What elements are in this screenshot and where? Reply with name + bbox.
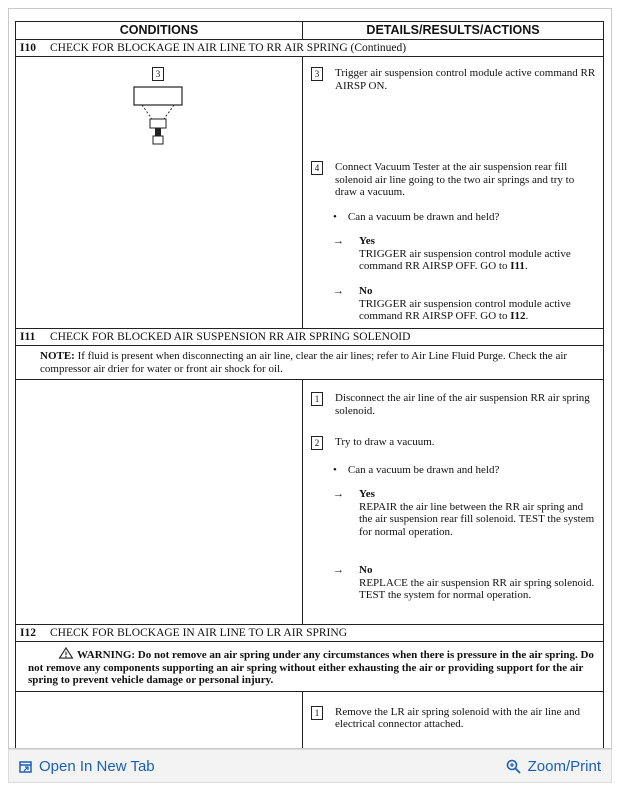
section-code: I11 — [20, 331, 36, 343]
step-text: Trigger air suspension control module active command RR AIRSP ON. — [335, 67, 596, 92]
section-i11-title — [16, 329, 603, 346]
no-label: No — [359, 285, 373, 297]
section-i12-title — [16, 625, 603, 642]
module-illustration — [128, 67, 188, 149]
diagnostic-table — [15, 21, 604, 749]
warning-text: WARNING: Do not remove an air spring under any circumstances when there is pressure in the air spring. Do not remove any components supporting an air spring without either exhausting the air or providing support for the air spring to prevent vehicle damage or personal injury. — [28, 649, 594, 686]
question: • Can a vacuum be drawn and held? — [333, 211, 500, 223]
yes-label: Yes — [359, 235, 375, 247]
step-number: 4 — [311, 161, 323, 175]
step-number: 1 — [311, 392, 323, 406]
yes-text: REPAIR the air line between the RR air spring and the air suspension rear fill solenoid. TEST the system for normal operation. — [359, 500, 595, 538]
step-1 — [311, 706, 597, 731]
illustration-step-number: 3 — [152, 67, 164, 81]
section-i11-row — [16, 380, 603, 625]
goto-link[interactable]: I11 — [510, 260, 525, 272]
note-label: NOTE: — [40, 350, 75, 362]
arrow-icon: → — [333, 285, 344, 297]
conditions-cell — [16, 692, 303, 750]
viewer-footer — [8, 749, 612, 783]
question: • Can a vacuum be drawn and held? — [333, 464, 500, 476]
arrow-icon: → — [333, 488, 344, 500]
arrow-icon: → — [333, 564, 344, 576]
section-code: I12 — [20, 627, 36, 639]
note-box — [16, 346, 603, 380]
table-header — [16, 22, 603, 40]
arrow-icon: → — [333, 235, 344, 247]
warning-triangle-icon — [58, 647, 74, 659]
conditions-cell — [16, 57, 303, 328]
section-code: I10 — [20, 42, 36, 54]
details-cell — [303, 57, 603, 328]
step-text: Connect Vacuum Tester at the air suspension rear fill solenoid air line going to the two air springs and try to draw a vacuum. — [335, 161, 575, 198]
section-title: CHECK FOR BLOCKAGE IN AIR LINE TO RR AIR SPRING (Continued) — [50, 42, 407, 54]
conditions-header: CONDITIONS — [16, 22, 303, 39]
step-text: Remove the LR air spring solenoid with the air line and electrical connector attached. — [335, 705, 581, 730]
zoom-print-label: Zoom/Print — [527, 758, 601, 775]
details-cell — [303, 692, 603, 750]
no-text: TRIGGER air suspension control module active command RR AIRSP OFF. GO to — [359, 297, 571, 322]
no-text: REPLACE the air suspension RR air spring solenoid. — [359, 576, 595, 589]
details-cell — [303, 380, 603, 624]
section-i10-title — [16, 40, 603, 57]
question-text: Can a vacuum be drawn and held? — [347, 211, 500, 223]
step-4 — [311, 161, 597, 199]
step-2 — [311, 436, 597, 449]
step-text: Try to draw a vacuum. — [335, 436, 435, 448]
yes-text: TRIGGER air suspension control module active command RR AIRSP OFF. GO to — [359, 247, 571, 272]
step-text: Disconnect the air line of the air suspension RR air spring solenoid. — [335, 392, 590, 417]
section-i12-row — [16, 692, 603, 750]
step-number: 3 — [311, 67, 323, 81]
goto-link[interactable]: I12 — [510, 310, 526, 322]
yes-label: Yes — [359, 488, 375, 500]
air-module-icon — [128, 67, 188, 149]
answer-yes: Yes TRIGGER air suspension control module active command RR AIRSP OFF. GO to I11. — [359, 235, 571, 272]
answer-no — [359, 564, 597, 602]
zoom-print-button[interactable] — [506, 758, 601, 775]
details-header: DETAILS/RESULTS/ACTIONS — [366, 23, 540, 37]
open-new-tab-button[interactable] — [19, 758, 155, 775]
step-number: 1 — [311, 706, 323, 720]
question-text: Can a vacuum be drawn and held? — [347, 464, 500, 476]
note-text: If fluid is present when disconnecting an air line, clear the air lines; refer to Air Line Fluid Purge. Check the air compressor air drier for water or front air shock for oil. — [40, 350, 568, 375]
step-1 — [311, 392, 597, 417]
open-new-tab-icon — [19, 760, 33, 774]
step-3 — [311, 67, 597, 92]
document-viewer — [8, 8, 612, 749]
section-i10-row — [16, 57, 603, 329]
answer-no: No TRIGGER air suspension control module active command RR AIRSP OFF. GO to I12. — [359, 285, 571, 322]
no-text: TEST the system for normal operation. — [359, 589, 532, 601]
open-new-tab-label: Open In New Tab — [39, 758, 155, 775]
magnifier-icon — [506, 759, 522, 775]
step-number: 2 — [311, 436, 323, 450]
warning-box — [16, 642, 603, 692]
section-title: CHECK FOR BLOCKAGE IN AIR LINE TO LR AIR SPRING — [50, 627, 348, 639]
conditions-cell — [16, 380, 303, 624]
section-title: CHECK FOR BLOCKED AIR SUSPENSION RR AIR SPRING SOLENOID — [50, 331, 411, 343]
no-label: No — [359, 564, 373, 576]
answer-yes — [359, 488, 597, 538]
